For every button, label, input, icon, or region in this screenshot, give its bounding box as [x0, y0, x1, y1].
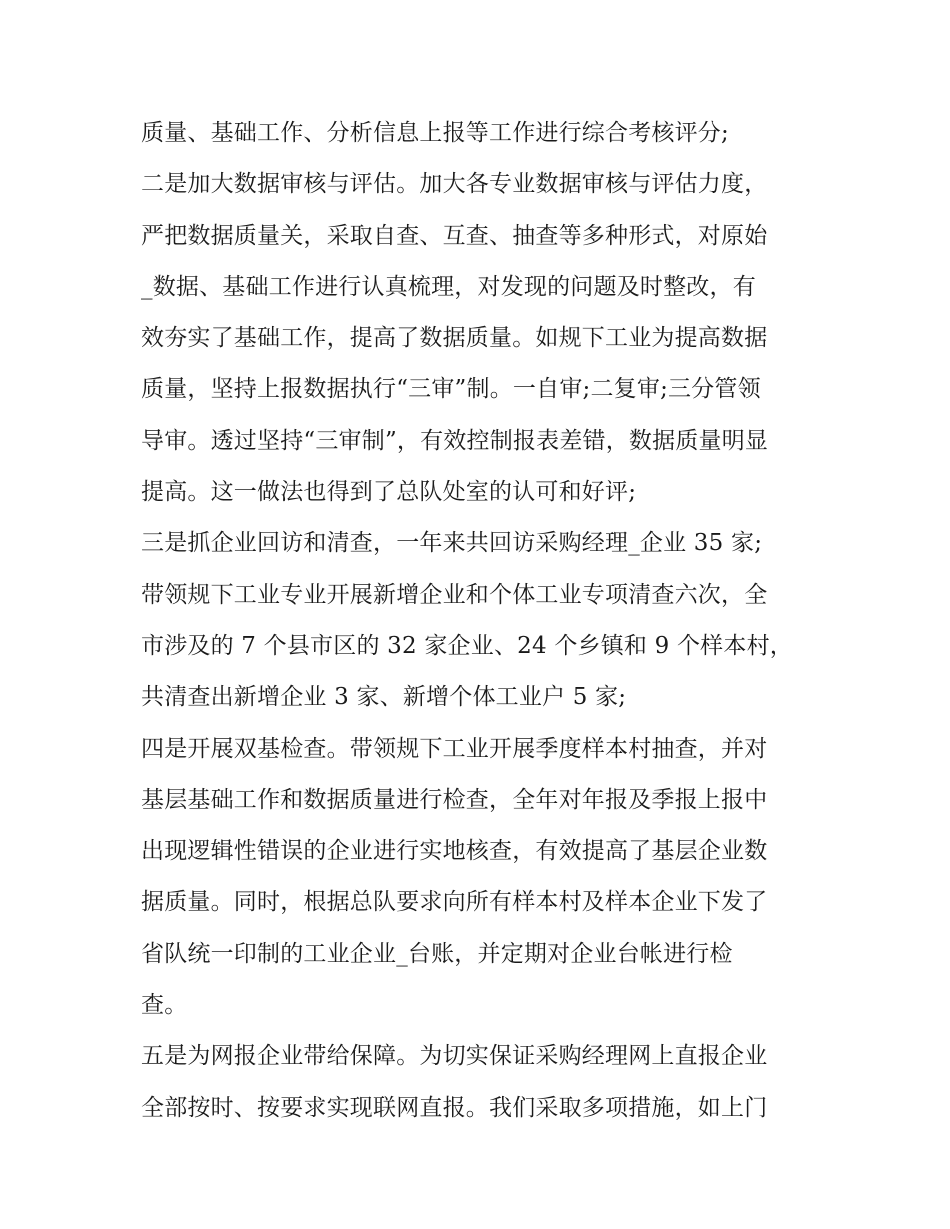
text-line: 基层基础工作和数据质量进行检查，全年对年报及季报上报中	[141, 786, 768, 813]
text-line: 效夯实了基础工作，提高了数据质量。如规下工业为提高数据	[141, 325, 768, 352]
document-body	[141, 108, 821, 1134]
text-line: 提高。这一做法也得到了总队处室的认可和好评;	[141, 479, 637, 506]
text-line: 省队统一印制的工业企业_台账，并定期对企业台帐进行检	[141, 940, 733, 967]
text-line: 质量，坚持上报数据执行“三审”制。一自审;二复审;三分管领	[141, 376, 761, 403]
text-line: 全部按时、按要求实现联网直报。我们采取多项措施，如上门	[141, 1094, 768, 1121]
text-line: 导审。透过坚持“三审制”，有效控制报表差错，数据质量明显	[141, 427, 769, 454]
text-line: 带领规下工业专业开展新增企业和个体工业专项清查六次，全	[141, 581, 768, 608]
text-line: 三是抓企业回访和清查，一年来共回访采购经理_企业 35 家;	[141, 530, 763, 557]
text-line: _数据、基础工作进行认真梳理，对发现的问题及时整改，有	[141, 273, 756, 300]
text-line: 四是开展双基检查。带领规下工业开展季度样本村抽查，并对	[141, 735, 768, 762]
text-line: 质量、基础工作、分析信息上报等工作进行综合考核评分;	[141, 120, 729, 146]
text-line: 五是为网报企业带给保障。为切实保证采购经理网上直报企业	[141, 1043, 768, 1070]
text-line: 查。	[141, 992, 188, 1019]
text-line: 市涉及的 7 个县市区的 32 家企业、24 个乡镇和 9 个样本村，	[141, 632, 793, 659]
text-line: 据质量。同时，根据总队要求向所有样本村及样本企业下发了	[141, 889, 768, 916]
text-line: 出现逻辑性错误的企业进行实地核查，有效提高了基层企业数	[141, 838, 768, 865]
text-line: 严把数据质量关，采取自查、互查、抽查等多种形式，对原始	[141, 222, 768, 249]
text-line: 共清查出新增企业 3 家、新增个体工业户 5 家;	[141, 684, 627, 711]
text-line: 二是加大数据审核与评估。加大各专业数据审核与评估力度，	[141, 171, 768, 198]
